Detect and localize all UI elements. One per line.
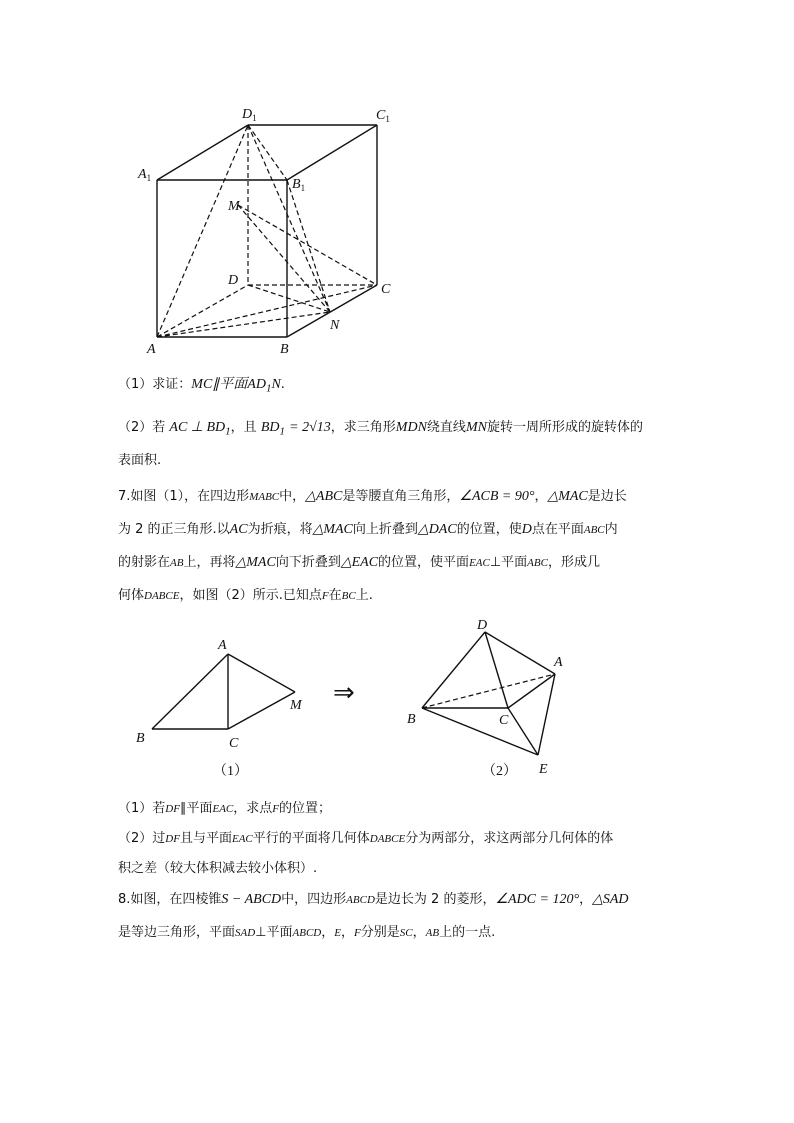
- label-E: E: [539, 762, 548, 777]
- cube-figure: [130, 100, 410, 360]
- q7-line2: 为 2 的正三角形.以AC为折痕，将△MAC向上折叠到△DAC的位置，使D点在平面ABC内: [118, 522, 618, 537]
- q7-line3: 的射影在AB上，再将△MAC向下折叠到△EAC的位置，使平面EAC⊥平面ABC，形成几: [118, 555, 600, 570]
- label-B1: B: [292, 177, 301, 192]
- edge-B1C1: [287, 125, 377, 180]
- edge-A1D1: [157, 125, 248, 180]
- dash-D1B1: [248, 125, 287, 180]
- label-C: C: [229, 736, 239, 751]
- q8-line1: 8.如图，在四棱锥S − ABCD中，四边形ABCD是边长为 2 的菱形，∠ADC = 120°，△SAD: [118, 892, 629, 907]
- label-B: B: [280, 342, 289, 357]
- label-C1: C: [376, 108, 386, 123]
- q7-line4: 何体DABCE，如图（2）所示.已知点F在BC上.: [118, 588, 373, 603]
- label-A: A: [147, 342, 156, 357]
- svg-text:C1: $C_1$: [376, 108, 390, 124]
- label-M: M: [290, 698, 302, 713]
- svg-text:A1: $A_1$: [138, 167, 152, 183]
- label-C: C: [381, 282, 391, 297]
- edge-CM: [228, 692, 295, 729]
- label-D1: D: [242, 107, 253, 122]
- q6-part1: （1）求证：MC∥平面$AD_1N$.: [118, 377, 285, 395]
- caption-1: （1）: [213, 764, 248, 779]
- label-N: N: [330, 318, 340, 333]
- edge-AE: [538, 674, 555, 755]
- dash-AD: [157, 285, 248, 337]
- label-B: B: [407, 712, 416, 727]
- q7-part2: （2）过DF且与平面EAC平行的平面将几何体DABCE分为两部分，求这两部分几何体的体: [118, 831, 614, 846]
- dash-MC: [238, 205, 377, 285]
- label-C: C: [499, 713, 509, 728]
- svg-text:B1: $B_1$: [292, 177, 306, 193]
- edge-BE: [422, 708, 538, 755]
- figure-solid: [400, 612, 590, 782]
- implies-arrow: ⇒: [333, 678, 355, 708]
- label-D: D: [477, 618, 488, 633]
- label-B: B: [136, 731, 145, 746]
- label-A1: A: [138, 167, 147, 182]
- dash-MN: [238, 205, 330, 312]
- label-A: A: [554, 655, 563, 670]
- edge-AM: [228, 654, 295, 692]
- label-A: A: [218, 638, 227, 653]
- svg-text:D1: $D_1$: [242, 107, 257, 123]
- label-D: D: [228, 273, 239, 288]
- caption-2: （2）: [482, 764, 517, 779]
- dash-AC: [157, 285, 377, 337]
- q6-part2: （2）若 AC ⊥ $BD_1$，且 $BD_1 = 2√13$，求三角形MDN绕直线MN旋转一周所形成的旋转体的: [118, 420, 643, 438]
- q7-part2-cont: 积之差（较大体积减去较小体积）.: [118, 861, 318, 876]
- edge-CA: [508, 674, 555, 708]
- label-M: M: [228, 199, 240, 214]
- dash-AN: [157, 312, 330, 337]
- figure-quadrilateral: [130, 632, 320, 782]
- dash-BA: [422, 674, 555, 708]
- q7-part1: （1）若DF∥平面EAC，求点F的位置；: [118, 801, 332, 816]
- q6-part2-cont: 表面积.: [118, 453, 162, 468]
- dash-AD1: [157, 125, 248, 337]
- edge-BD: [422, 632, 485, 708]
- edge-CE: [508, 708, 538, 755]
- q8-line2: 是等边三角形，平面SAD⊥平面ABCD，E，F分别是SC，AB上的一点.: [118, 925, 496, 940]
- edge-BA: [152, 654, 228, 729]
- q7-line1: 7.如图（1），在四边形MABC中，△ABC是等腰直角三角形，∠ACB = 90°，△MAC是边长: [118, 489, 627, 504]
